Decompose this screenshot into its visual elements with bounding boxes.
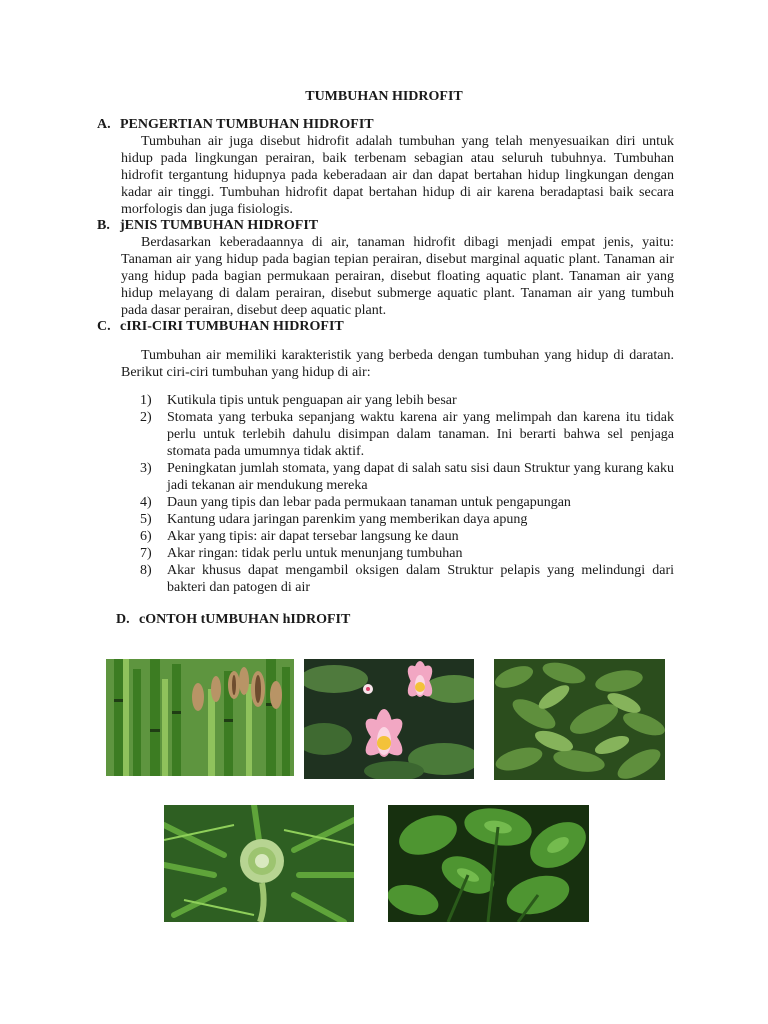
list-item [140, 494, 674, 511]
section-letter: B. [97, 218, 110, 233]
list-number: 7) [140, 546, 152, 561]
section-a-heading [97, 116, 374, 133]
fern-photo [164, 805, 354, 922]
list-item [140, 409, 674, 460]
list-number: 1) [140, 393, 152, 408]
list-number: 2) [140, 410, 152, 425]
list-text: Peningkatan jumlah stomata, yang dapat di salah satu sisi daun Struktur yang kurang kaku jadi tekanan air mendukung mereka [167, 461, 674, 493]
leafy-plants-photo [494, 659, 665, 780]
list-item [140, 460, 674, 494]
list-item [140, 528, 674, 545]
list-item [140, 511, 674, 528]
list-item [140, 562, 674, 596]
section-d-heading [116, 611, 350, 628]
section-heading-text: cONTOH tUMBUHAN hIDROFIT [139, 612, 351, 627]
list-text: Akar yang tipis: air dapat tersebar langsung ke daun [167, 529, 459, 544]
list-text: Akar khusus dapat mengambil oksigen dalam Struktur pelapis yang melindungi dari bakteri dan patogen di air [167, 563, 674, 595]
section-heading-text: cIRI-CIRI TUMBUHAN HIDROFIT [120, 319, 344, 334]
list-text: Akar ringan: tidak perlu untuk menunjang tumbuhan [167, 546, 463, 561]
section-letter: D. [116, 612, 130, 627]
section-b-paragraph: Berdasarkan keberadaannya di air, tanaman hidrofit dibagi menjadi empat jenis, yaitu: Tanaman air yang hidup pada bagian tepian perairan, disebut marginal aquatic plant. Tanaman air yang hidup pada bagian permukaan perairan, disebut floating aquatic plant. Tanaman air yang hidup melayang di dalam perairan, disebut submerge aquatic plant. Tanaman air yang tumbuh pada dasar perairan, disebut deep aquatic plant. [121, 235, 674, 318]
section-b-heading [97, 217, 318, 234]
section-heading-text: PENGERTIAN TUMBUHAN HIDROFIT [120, 117, 374, 132]
section-letter: C. [97, 319, 111, 334]
list-number: 5) [140, 512, 152, 527]
characteristics-list [140, 392, 674, 596]
list-number: 6) [140, 529, 152, 544]
list-text: Kantung udara jaringan parenkim yang memberikan daya apung [167, 512, 528, 527]
list-text: Kutikula tipis untuk penguapan air yang lebih besar [167, 393, 457, 408]
list-item [140, 392, 674, 409]
list-text: Daun yang tipis dan lebar pada permukaan tanaman untuk pengapungan [167, 495, 571, 510]
arrowhead-plant-photo [388, 805, 589, 922]
section-a-paragraph: Tumbuhan air juga disebut hidrofit adalah tumbuhan yang telah menyesuaikan diri untuk hidup pada lingkungan perairan, baik terbenam sebagian atau seluruh tubuhnya. Tumbuhan hidrofit tergantung hidupnya pada keberadaan air dan dapat bertahan hidup lingkungan dengan kadar air tinggi. Tumbuhan hidrofit dapat bertahan hidup di air karena beradaptasi baik secara morfologis dan juga fisiologis. [121, 134, 674, 217]
list-number: 4) [140, 495, 152, 510]
list-text: Stomata yang terbuka sepanjang waktu karena air yang melimpah dan karena itu tidak perlu untuk terlebih dahulu disimpan dalam tanaman. Ini berarti bahwa sel penjaga stomata pada umumnya tidak aktif. [167, 410, 674, 459]
list-number: 3) [140, 461, 152, 476]
water-lily-photo [304, 659, 474, 779]
horsetail-photo [106, 659, 294, 776]
list-item [140, 545, 674, 562]
section-heading-text: jENIS TUMBUHAN HIDROFIT [120, 218, 319, 233]
section-c-intro: Tumbuhan air memiliki karakteristik yang berbeda dengan tumbuhan yang hidup di daratan. Berikut ciri-ciri tumbuhan yang hidup di air: [121, 348, 674, 380]
list-number: 8) [140, 563, 152, 578]
section-c-heading [97, 318, 344, 335]
document-title: TUMBUHAN HIDROFIT [305, 89, 463, 104]
section-letter: A. [97, 117, 111, 132]
